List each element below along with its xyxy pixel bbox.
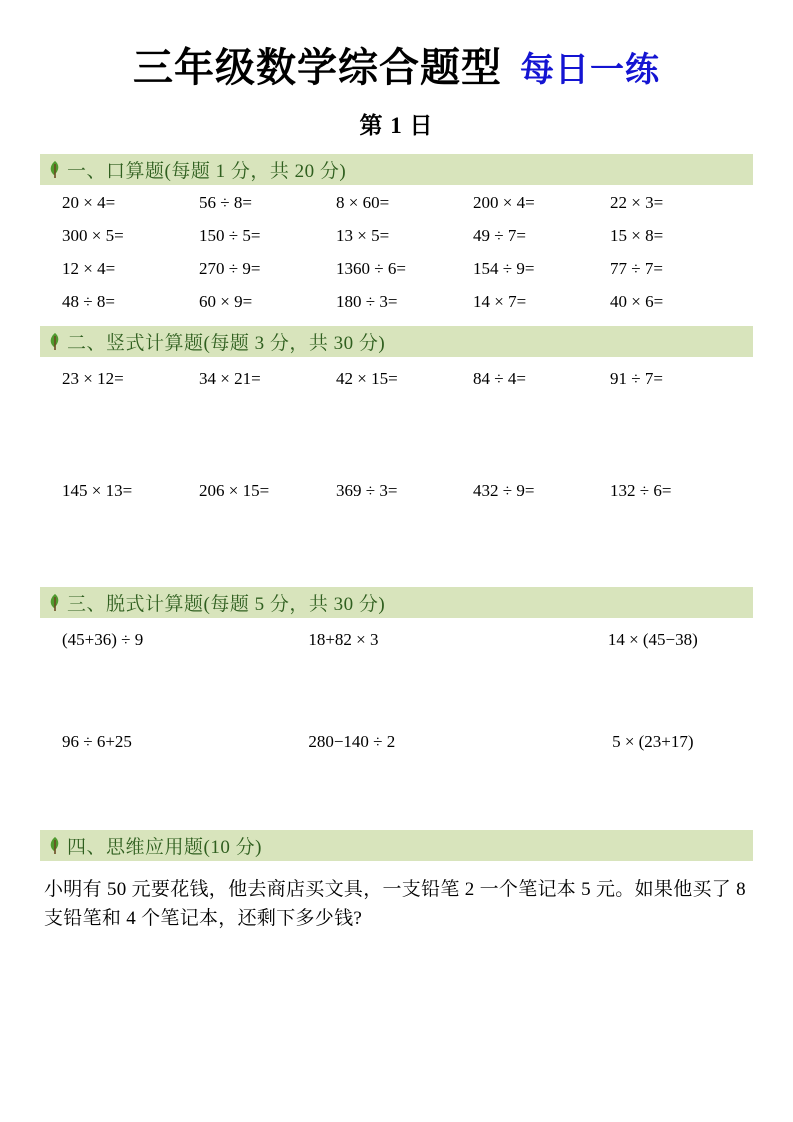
leaf-icon xyxy=(46,593,64,613)
vertical-item: 34 × 21= xyxy=(199,369,261,388)
leaf-icon xyxy=(46,332,64,352)
vertical-item: 84 ÷ 4= xyxy=(473,369,526,388)
vertical-item: 91 ÷ 7= xyxy=(610,369,663,388)
step-item: 18+82 × 3 xyxy=(308,630,379,649)
oral-item: 1360 ÷ 6= xyxy=(336,259,406,278)
oral-item: 77 ÷ 7= xyxy=(610,259,663,278)
oral-item: 154 ÷ 9= xyxy=(473,259,535,278)
vertical-item: 206 × 15= xyxy=(199,481,270,500)
step-item: 280−140 ÷ 2 xyxy=(308,732,396,751)
oral-item: 48 ÷ 8= xyxy=(62,292,115,311)
oral-item: 60 × 9= xyxy=(199,292,253,311)
section-title-vertical: 二、竖式计算题(每题 3 分，共 30 分) xyxy=(67,333,386,354)
oral-item: 180 ÷ 3= xyxy=(336,292,398,311)
answer-space xyxy=(40,501,753,573)
section-title-word-problem: 四、思维应用题(10 分) xyxy=(67,837,262,858)
oral-item: 8 × 60= xyxy=(336,193,390,212)
page-subtitle: 第 1 日 xyxy=(359,113,434,138)
section-header-word-problem xyxy=(40,830,753,861)
vertical-calc-row xyxy=(40,369,753,389)
oral-item: 40 × 6= xyxy=(610,292,664,311)
step-item: 5 × (23+17) xyxy=(612,732,694,751)
title-accent-text: 每日一练 xyxy=(520,50,660,90)
oral-arithmetic-grid xyxy=(40,193,753,312)
vertical-item: 145 × 13= xyxy=(62,481,133,500)
step-calc-row xyxy=(40,630,753,650)
vertical-item: 369 ÷ 3= xyxy=(336,481,398,500)
oral-item: 20 × 4= xyxy=(62,193,116,212)
oral-item: 300 × 5= xyxy=(62,226,124,245)
answer-space xyxy=(40,752,753,816)
oral-item: 14 × 7= xyxy=(473,292,527,311)
title-main-text: 三年级数学综合题型 xyxy=(133,44,502,91)
step-item: (45+36) ÷ 9 xyxy=(62,630,144,649)
page-title xyxy=(40,0,753,93)
section-header-step xyxy=(40,587,753,618)
vertical-item: 432 ÷ 9= xyxy=(473,481,535,500)
section-header-oral xyxy=(40,154,753,185)
oral-item: 270 ÷ 9= xyxy=(199,259,261,278)
word-problem-text: 小明有 50 元要花钱，他去商店买文具，一支铅笔 2 一个笔记本 5 元。如果他买了 8 支铅笔和 4 个笔记本，还剩下多少钱? xyxy=(44,879,746,930)
section-title-step: 三、脱式计算题(每题 5 分，共 30 分) xyxy=(67,594,386,615)
vertical-calc-row xyxy=(40,481,753,501)
oral-item: 15 × 8= xyxy=(610,226,664,245)
oral-item: 56 ÷ 8= xyxy=(199,193,252,212)
section-header-vertical xyxy=(40,326,753,357)
oral-item: 200 × 4= xyxy=(473,193,535,212)
oral-item: 13 × 5= xyxy=(336,226,390,245)
oral-item: 150 ÷ 5= xyxy=(199,226,261,245)
step-item: 96 ÷ 6+25 xyxy=(62,732,132,751)
step-item: 14 × (45−38) xyxy=(607,630,698,649)
section-title-oral: 一、口算题(每题 1 分，共 20 分) xyxy=(67,161,347,182)
oral-item: 49 ÷ 7= xyxy=(473,226,526,245)
leaf-icon xyxy=(46,836,64,856)
leaf-icon xyxy=(46,160,64,180)
vertical-item: 132 ÷ 6= xyxy=(610,481,672,500)
oral-item: 12 × 4= xyxy=(62,259,116,278)
oral-item: 22 × 3= xyxy=(610,193,664,212)
vertical-item: 42 × 15= xyxy=(336,369,398,388)
step-calc-row xyxy=(40,732,753,752)
vertical-item: 23 × 12= xyxy=(62,369,124,388)
